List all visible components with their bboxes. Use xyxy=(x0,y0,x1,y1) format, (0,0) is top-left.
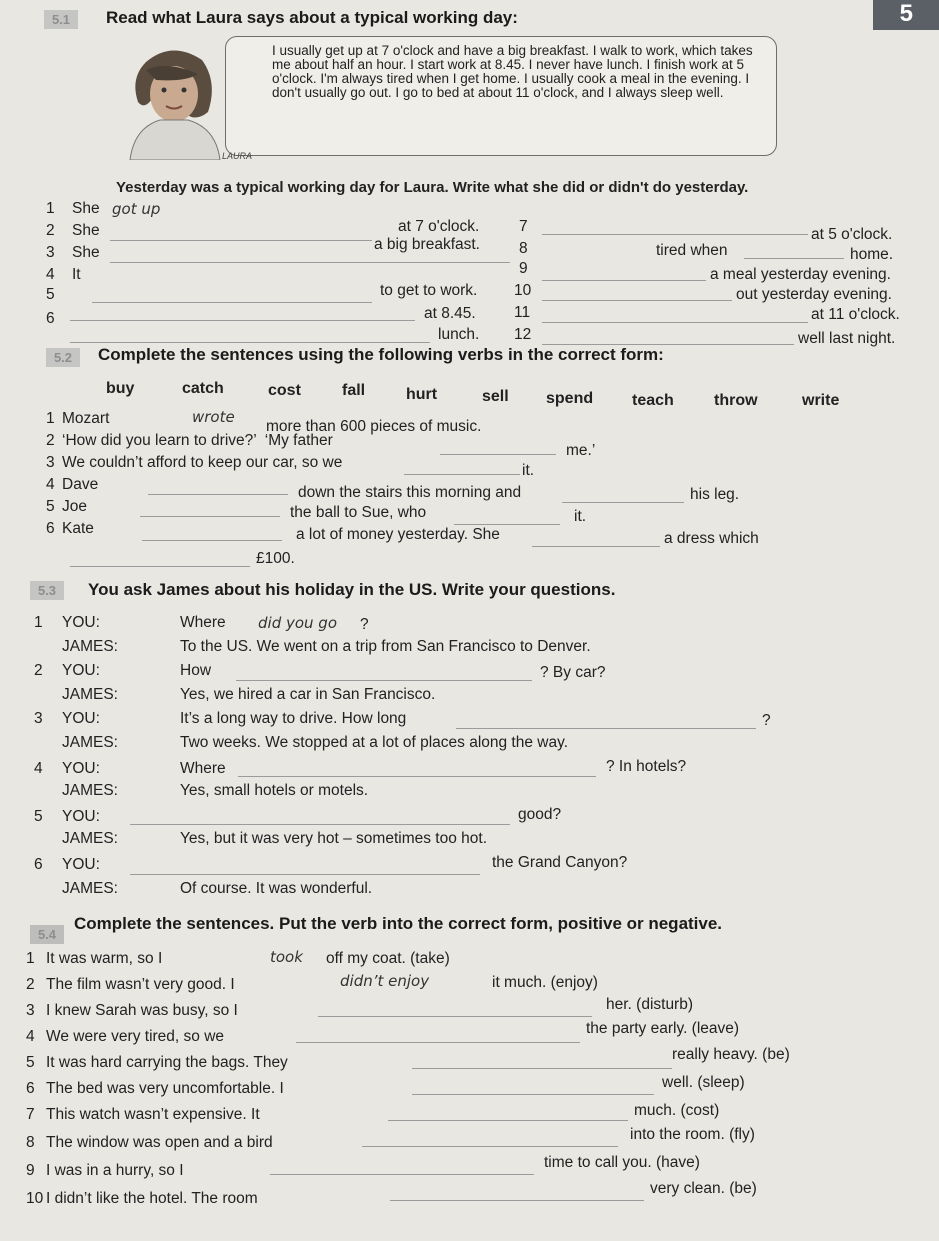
sentence-end: into the room. (fly) xyxy=(630,1126,755,1143)
item-number: 11 xyxy=(514,304,531,321)
answer-blank[interactable] xyxy=(390,1200,644,1201)
answer-blank[interactable] xyxy=(142,540,282,541)
sentence-end: at 7 o'clock. xyxy=(398,218,480,235)
item-number: 2 xyxy=(46,432,55,449)
james-reply: Yes, small hotels or motels. xyxy=(180,782,369,799)
verb: fall xyxy=(342,382,366,399)
sentence-end: it. xyxy=(522,462,535,479)
answer-blank[interactable] xyxy=(148,494,288,495)
james-reply: Two weeks. We stopped at a lot of places along the way. xyxy=(180,734,569,751)
answer-blank[interactable] xyxy=(542,234,808,235)
sentence-end: home. xyxy=(850,246,894,263)
exercise-heading-5-1: Read what Laura says about a typical working day: xyxy=(106,8,518,27)
sentence-middle: the ball to Sue, who xyxy=(290,504,427,521)
sentence-end: at 11 o'clock. xyxy=(811,306,900,323)
answer-blank[interactable] xyxy=(542,322,808,323)
item-number: 3 xyxy=(26,1002,35,1019)
speaker-label: LAURA xyxy=(222,151,253,161)
item-number: 4 xyxy=(26,1028,35,1045)
question-end: the Grand Canyon? xyxy=(492,854,628,871)
item-number: 4 xyxy=(46,266,55,283)
sentence-end: much. (cost) xyxy=(634,1102,720,1119)
sentence-end: really heavy. (be) xyxy=(672,1046,790,1063)
exercise-heading-5-3: You ask James about his holiday in the US. Write your questions. xyxy=(88,580,616,599)
james-label: JAMES: xyxy=(62,734,118,751)
sentence-end: £100. xyxy=(256,550,295,567)
item-number: 6 xyxy=(46,520,55,537)
sentence-start: I knew Sarah was busy, so I xyxy=(46,1002,238,1019)
question-start: Where xyxy=(180,760,226,777)
sentence-middle: a lot of money yesterday. She xyxy=(296,526,500,543)
answer-blank[interactable] xyxy=(542,280,706,281)
answer-blank[interactable] xyxy=(130,824,510,825)
sentence-start: We couldn’t afford to keep our car, so we xyxy=(62,454,343,471)
question-start: Where xyxy=(180,614,226,631)
sentence-end: it. xyxy=(574,508,587,525)
sentence-start: The bed was very uncomfortable. I xyxy=(46,1080,284,1097)
answer-blank[interactable] xyxy=(456,728,756,729)
sentence-end: a big breakfast. xyxy=(374,236,480,253)
you-label: YOU: xyxy=(62,856,100,873)
exercise-number-5-1: 5.1 xyxy=(44,10,78,29)
verb: spend xyxy=(546,390,594,407)
answer-blank[interactable] xyxy=(70,566,250,567)
verb: sell xyxy=(482,388,509,405)
question-end: ? In hotels? xyxy=(606,758,687,775)
sentence-middle: tired when xyxy=(656,242,728,259)
question-end: ? xyxy=(360,616,369,633)
item-number: 1 xyxy=(26,950,35,967)
answer-blank[interactable] xyxy=(362,1146,618,1147)
item-number: 4 xyxy=(46,476,55,493)
you-label: YOU: xyxy=(62,760,100,777)
sentence-end: his leg. xyxy=(690,486,740,503)
sentence-end: at 5 o'clock. xyxy=(811,226,893,243)
james-reply: To the US. We went on a trip from San Francisco to Denver. xyxy=(180,638,591,655)
sentence-start: She xyxy=(72,222,100,239)
sentence-start: She xyxy=(72,244,100,261)
james-label: JAMES: xyxy=(62,686,118,703)
item-number: 10 xyxy=(26,1190,44,1207)
sentence-start: Kate xyxy=(62,520,94,537)
item-number: 6 xyxy=(26,1080,35,1097)
sentence-end: her. (disturb) xyxy=(606,996,694,1013)
sentence-start: She xyxy=(72,200,100,217)
sentence-end: a dress which xyxy=(664,530,759,547)
you-label: YOU: xyxy=(62,808,100,825)
sentence-end: me.’ xyxy=(566,442,596,459)
sentence-start: We were very tired, so we xyxy=(46,1028,225,1045)
answer-blank[interactable] xyxy=(140,516,280,517)
item-number: 4 xyxy=(34,760,43,777)
verb: buy xyxy=(106,380,135,397)
answer-blank[interactable] xyxy=(92,302,372,303)
sentence-middle: down the stairs this morning and xyxy=(298,484,522,501)
question-end: good? xyxy=(518,806,562,823)
answer-blank[interactable] xyxy=(744,258,844,259)
item-number: 6 xyxy=(46,310,55,327)
you-label: YOU: xyxy=(62,614,100,631)
verb: cost xyxy=(268,382,301,399)
james-label: JAMES: xyxy=(62,880,118,897)
answer-blank[interactable] xyxy=(318,1016,592,1017)
james-label: JAMES: xyxy=(62,830,118,847)
sentence-start: I didn’t like the hotel. The room xyxy=(46,1190,258,1207)
sentence-start: ‘How did you learn to drive?’ ‘My father xyxy=(62,432,333,449)
verb: catch xyxy=(182,380,224,397)
item-number: 3 xyxy=(46,454,55,471)
answer-blank[interactable] xyxy=(110,240,372,241)
answer-blank[interactable] xyxy=(412,1094,654,1095)
laura-illustration xyxy=(116,42,228,160)
you-label: YOU: xyxy=(62,662,100,679)
exercise-number-5-2: 5.2 xyxy=(46,348,80,367)
sentence-start: This watch wasn’t expensive. It xyxy=(46,1106,260,1123)
laura-speech-text: I usually get up at 7 o'clock and have a big breakfast. I walk to work, which takes me about half an hour. I start work at 8.45. I never have lunch. I finish work at 5 o'clock. I'm always tired when I get home. I usually cook a meal in the evening. I don't usually go out. I go to bed at about 11 o'clock, and I always sleep well. xyxy=(272,43,753,100)
sentence-end: time to call you. (have) xyxy=(544,1154,700,1171)
james-reply: Of course. It was wonderful. xyxy=(180,880,373,897)
item-number: 5 xyxy=(34,808,43,825)
sentence-start: Joe xyxy=(62,498,87,515)
verb: write xyxy=(802,392,840,409)
answer-blank[interactable] xyxy=(542,300,732,301)
sentence-start: The film wasn’t very good. I xyxy=(46,976,235,993)
answer-blank[interactable] xyxy=(238,776,596,777)
james-reply: Yes, but it was very hot – sometimes too hot. xyxy=(180,830,487,847)
answer-blank[interactable] xyxy=(440,454,556,455)
sentence-start: Dave xyxy=(62,476,99,493)
answer-blank[interactable] xyxy=(70,342,430,343)
item-number: 2 xyxy=(34,662,43,679)
exercise-number-5-3: 5.3 xyxy=(30,581,64,600)
item-number: 2 xyxy=(26,976,35,993)
item-number: 3 xyxy=(34,710,43,727)
exercise-heading-5-4: Complete the sentences. Put the verb into the correct form, positive or negative. xyxy=(74,914,723,933)
answer-blank[interactable] xyxy=(296,1042,580,1043)
question-start: It’s a long way to drive. How long xyxy=(180,710,407,727)
answer-blank[interactable] xyxy=(454,524,560,525)
answer-blank[interactable] xyxy=(130,874,480,875)
sentence-start: It was warm, so I xyxy=(46,950,163,967)
sentence-end: more than 600 pieces of music. xyxy=(266,418,482,435)
answer-blank[interactable] xyxy=(388,1120,628,1121)
answer-blank[interactable] xyxy=(110,262,510,263)
handwritten-answer: wrote xyxy=(192,408,235,426)
item-number: 3 xyxy=(46,244,55,261)
item-number: 5 xyxy=(46,498,55,515)
answer-blank[interactable] xyxy=(270,1174,534,1175)
answer-blank[interactable] xyxy=(562,502,684,503)
item-number: 7 xyxy=(519,218,528,235)
verb: teach xyxy=(632,392,674,409)
handwritten-answer: didn’t enjoy xyxy=(340,972,430,990)
sentence-end: it much. (enjoy) xyxy=(492,974,598,991)
item-number: 12 xyxy=(514,326,532,343)
sentence-end: to get to work. xyxy=(380,282,478,299)
james-label: JAMES: xyxy=(62,782,118,799)
sentence-start: It xyxy=(72,266,81,283)
question-end: ? By car? xyxy=(540,664,606,681)
sentence-end: lunch. xyxy=(438,326,480,343)
answer-blank[interactable] xyxy=(236,680,532,681)
sentence-end: the party early. (leave) xyxy=(586,1020,740,1037)
instruction-5-1: Yesterday was a typical working day for Laura. Write what she did or didn't do yesterday. xyxy=(116,179,749,196)
verb: throw xyxy=(714,392,758,409)
item-number: 7 xyxy=(26,1106,35,1123)
page-number: 5 xyxy=(899,0,913,27)
sentence-end: well last night. xyxy=(798,330,896,347)
exercise-number-5-4: 5.4 xyxy=(30,925,64,944)
item-number: 8 xyxy=(519,240,528,257)
sentence-start: I was in a hurry, so I xyxy=(46,1162,184,1179)
item-number: 6 xyxy=(34,856,43,873)
answer-blank[interactable] xyxy=(70,320,415,321)
sentence-end: off my coat. (take) xyxy=(326,950,450,967)
item-number: 10 xyxy=(514,282,532,299)
answer-blank[interactable] xyxy=(404,474,520,475)
you-label: YOU: xyxy=(62,710,100,727)
james-reply: Yes, we hired a car in San Francisco. xyxy=(180,686,436,703)
item-number: 2 xyxy=(46,222,55,239)
item-number: 5 xyxy=(26,1054,35,1071)
sentence-end: out yesterday evening. xyxy=(736,286,892,303)
answer-blank[interactable] xyxy=(532,546,660,547)
sentence-start: Mozart xyxy=(62,410,110,427)
question-end: ? xyxy=(762,712,771,729)
sentence-end: at 8.45. xyxy=(424,305,476,322)
sentence-start: The window was open and a bird xyxy=(46,1134,273,1151)
sentence-end: well. (sleep) xyxy=(662,1074,745,1091)
item-number: 1 xyxy=(46,200,55,217)
item-number: 5 xyxy=(46,286,55,303)
item-number: 9 xyxy=(26,1162,35,1179)
exercise-heading-5-2: Complete the sentences using the following verbs in the correct form: xyxy=(98,345,664,364)
item-number: 1 xyxy=(34,614,43,631)
item-number: 1 xyxy=(46,410,55,427)
item-number: 8 xyxy=(26,1134,35,1151)
answer-blank[interactable] xyxy=(412,1068,672,1069)
question-start: How xyxy=(180,662,212,679)
handwritten-answer: took xyxy=(270,948,303,966)
handwritten-answer: did you go xyxy=(258,614,338,632)
sentence-start: It was hard carrying the bags. They xyxy=(46,1054,288,1071)
item-number: 9 xyxy=(519,260,528,277)
sentence-end: a meal yesterday evening. xyxy=(710,266,891,283)
verb: hurt xyxy=(406,386,438,403)
sentence-end: very clean. (be) xyxy=(650,1180,757,1197)
james-label: JAMES: xyxy=(62,638,118,655)
handwritten-answer: got up xyxy=(112,200,161,218)
